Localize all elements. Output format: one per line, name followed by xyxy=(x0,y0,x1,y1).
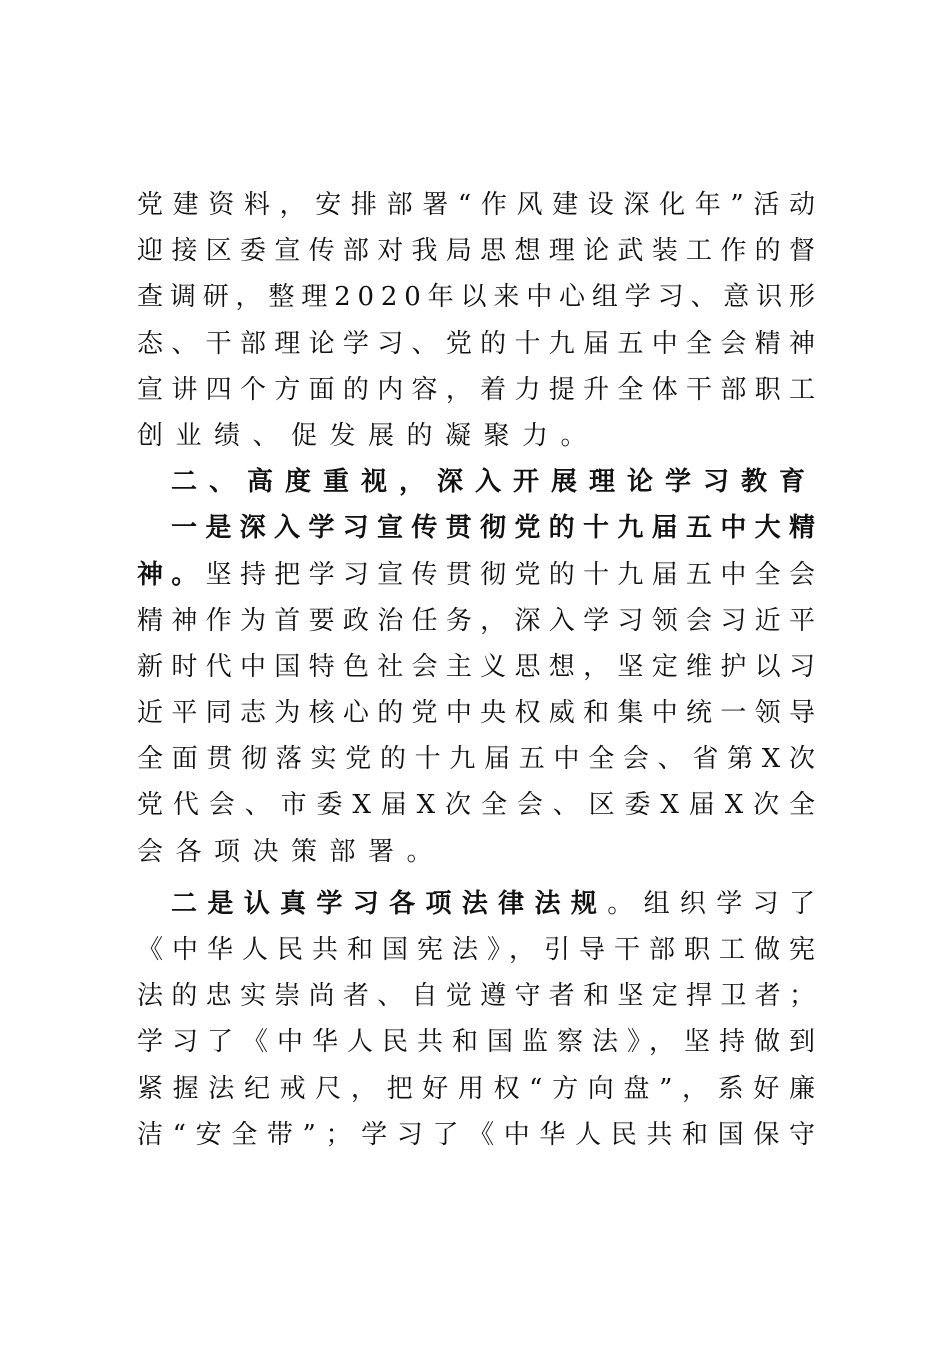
text-line: 全面贯彻落实党的十九届五中全会、省第X次 xyxy=(137,744,824,775)
text-line: 新时代中国特色社会主义思想，坚定维护以习 xyxy=(137,651,824,682)
text-line: 创业绩、促发展的凝聚力。 xyxy=(137,420,600,451)
section-heading: 二、高度重视，深入开展理论学习教育 xyxy=(171,467,818,498)
text-line xyxy=(137,552,824,598)
text-line: 会各项决策部署。 xyxy=(137,836,446,867)
paragraph-2 xyxy=(137,505,825,875)
text-segment: 。组织学习了 xyxy=(607,888,826,919)
text-line: 党代会、市委X届X次全会、区委X届X次全 xyxy=(137,790,825,821)
text-line: 法的忠实崇尚者、自觉遵守者和坚定捍卫者； xyxy=(137,981,824,1012)
text-line: 宣讲四个方面的内容，着力提升全体干部职工 xyxy=(137,374,824,405)
paragraph-lead-bold: 神。 xyxy=(137,559,206,590)
text-line: 洁“安全带”；学习了《中华人民共和国保守 xyxy=(137,1119,825,1150)
paragraph-lead-bold: 二是认真学习各项法律法规 xyxy=(171,888,608,919)
text-line: 紧握法纪戒尺，把好用权“方向盘”，系好廉 xyxy=(137,1073,825,1104)
text-line: 查调研，整理2020年以来中心组学习、意识形 xyxy=(137,282,822,313)
text-line: 学习了《中华人民共和国监察法》，坚持做到 xyxy=(137,1027,824,1058)
document-body xyxy=(137,182,826,1158)
text-line: 《中华人民共和国宪法》，引导干部职工做宪 xyxy=(137,935,824,965)
text-segment: 坚持把学习宣传贯彻党的十九届五中全会 xyxy=(205,559,824,590)
paragraph-lead-bold: 一是深入学习宣传贯彻党的十九届五中大精 xyxy=(171,513,824,544)
text-line: 态、干部理论学习、党的十九届五中全会精神 xyxy=(137,328,824,359)
paragraph-3 xyxy=(137,881,826,1158)
text-line xyxy=(137,881,826,927)
text-line: 迎接区委宣传部对我局思想理论武装工作的督 xyxy=(137,236,824,267)
text-line: 近平同志为核心的党中央权威和集中统一领导 xyxy=(137,698,824,729)
text-line: 精神作为首要政治任务，深入学习领会习近平 xyxy=(137,605,824,636)
paragraph-1 xyxy=(137,182,825,459)
text-line: 党建资料，安排部署“作风建设深化年”活动 xyxy=(137,190,825,220)
